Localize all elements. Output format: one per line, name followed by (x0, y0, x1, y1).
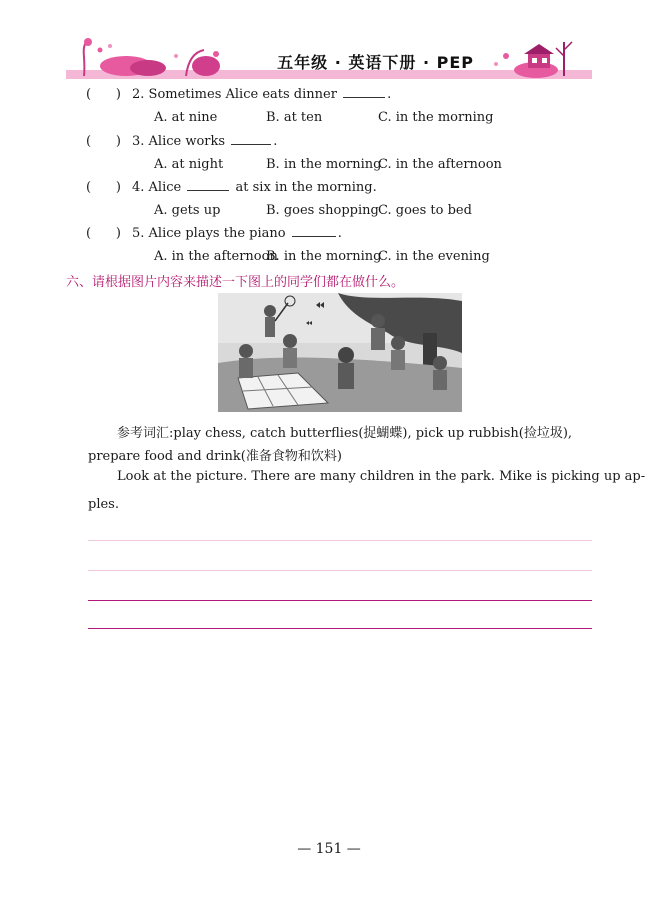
answer-blank[interactable] (292, 235, 336, 237)
question-text-end: . (273, 134, 278, 149)
option-a: A. at night (154, 157, 224, 172)
answer-paren[interactable]: ( ) (86, 134, 121, 149)
answer-blank[interactable] (187, 189, 229, 191)
question-number: 4. (132, 180, 145, 195)
vocabulary-line-1: 参考词汇:play chess, catch butterflies(捉蝴蝶), pick up rubbish(捡垃圾), (117, 426, 573, 441)
example-line-1: Look at the picture. There are many children in the park. Mike is picking up ap- (117, 469, 646, 484)
question-5 (86, 226, 342, 241)
park-picture (218, 293, 462, 412)
option-a: A. at nine (154, 110, 218, 125)
question-text: Sometimes Alice eats dinner (148, 87, 337, 102)
option-b: B. at ten (266, 110, 323, 125)
option-c: C. in the evening (378, 249, 490, 264)
vocabulary-line-2: prepare food and drink(准备食物和饮料) (88, 449, 342, 464)
option-b: B. in the morning (266, 249, 382, 264)
answer-paren[interactable]: ( ) (86, 87, 121, 102)
answer-paren[interactable]: ( ) (86, 180, 121, 195)
option-a: A. gets up (154, 203, 221, 218)
question-text-end: at six in the morning. (235, 180, 377, 195)
writing-line[interactable] (88, 628, 592, 629)
section-six-title: 六、请根据图片内容来描述一下图上的同学们都在做什么。 (66, 275, 405, 290)
writing-line[interactable] (88, 570, 592, 571)
question-text: Alice works (148, 134, 226, 149)
question-number: 3. (132, 134, 145, 149)
question-number: 5. (132, 226, 145, 241)
option-a: A. in the afternoon (154, 249, 278, 264)
writing-line[interactable] (88, 600, 592, 601)
question-4 (86, 180, 377, 195)
option-c: C. in the morning (378, 110, 494, 125)
question-text-end: . (337, 226, 342, 241)
page-header (66, 36, 592, 82)
page-number: — 151 — (297, 841, 361, 857)
writing-line[interactable] (88, 540, 592, 541)
option-b: B. goes shopping (266, 203, 379, 218)
option-b: B. in the morning (266, 157, 382, 172)
question-text: Alice (148, 180, 182, 195)
question-2 (86, 87, 391, 102)
question-text: Alice plays the piano (148, 226, 286, 241)
option-c: C. in the afternoon (378, 157, 502, 172)
question-3 (86, 134, 277, 149)
answer-paren[interactable]: ( ) (86, 226, 121, 241)
option-c: C. goes to bed (378, 203, 472, 218)
answer-blank[interactable] (343, 96, 385, 98)
answer-blank[interactable] (231, 143, 271, 145)
header-title: 五年级 · 英语下册 · PEP (277, 53, 474, 72)
question-number: 2. (132, 87, 145, 102)
example-line-2: ples. (88, 497, 119, 512)
question-text-end: . (387, 87, 392, 102)
